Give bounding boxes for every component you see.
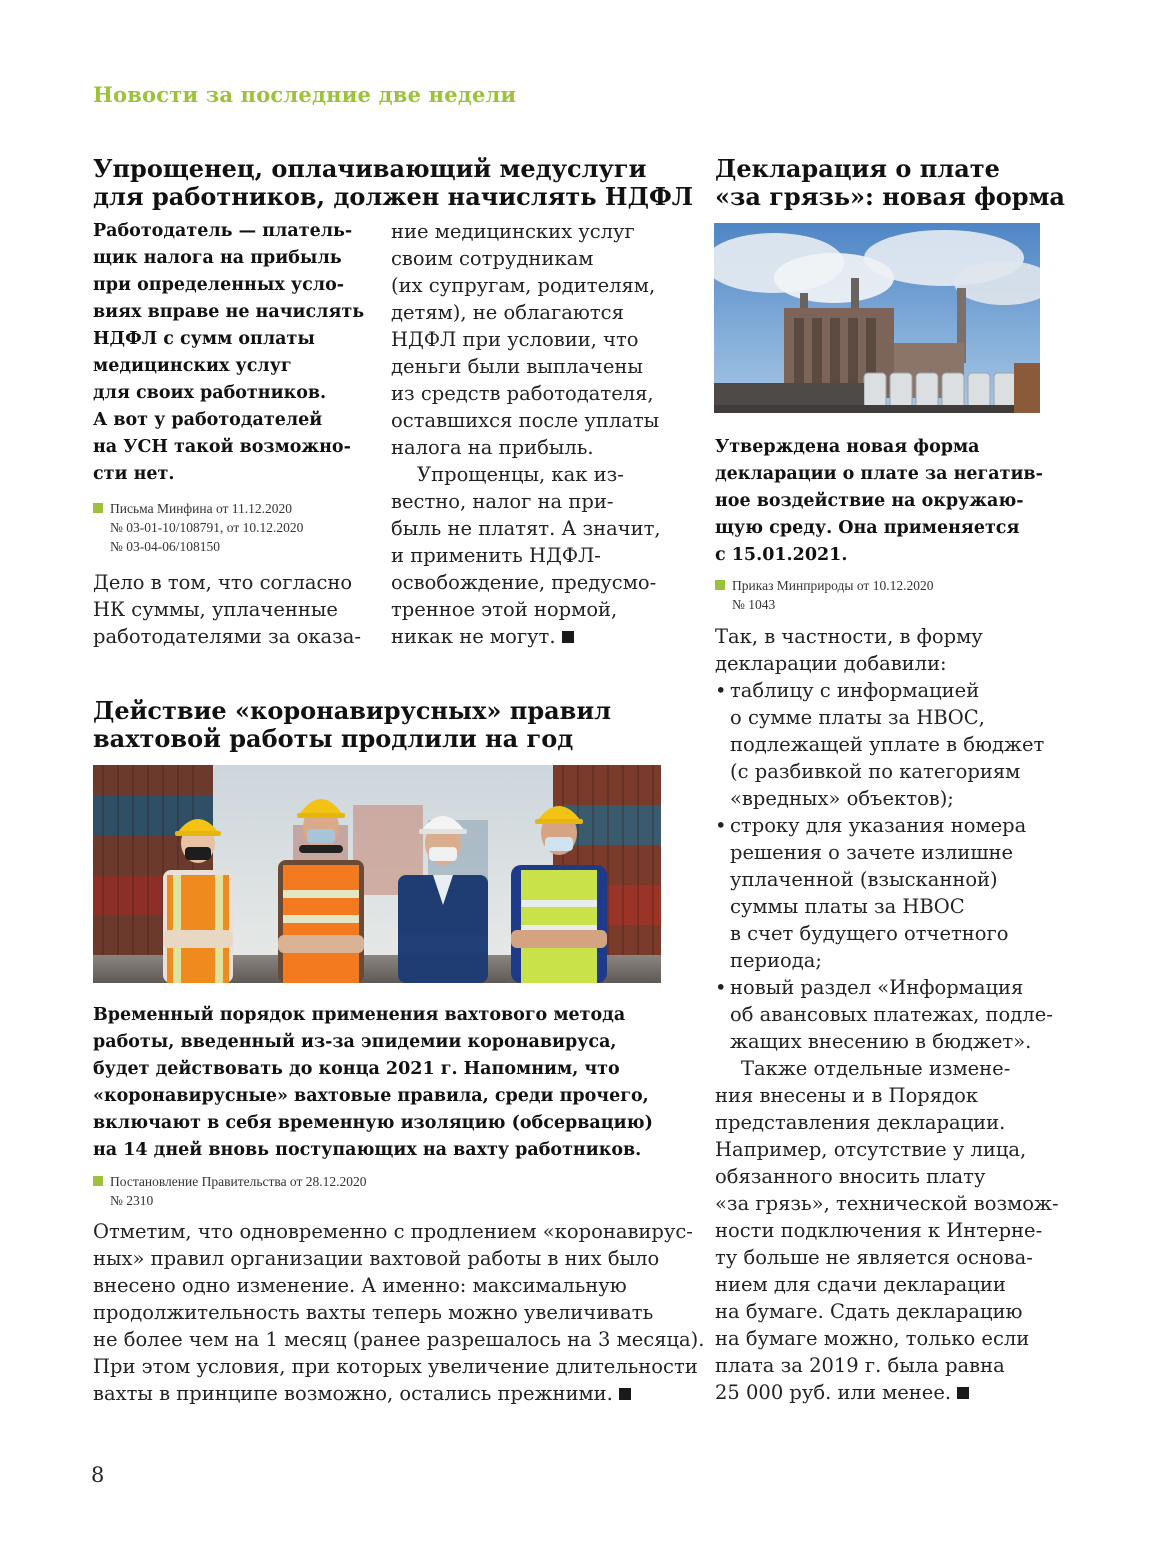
article1-title xyxy=(93,154,693,211)
reference-line: Письма Минфина от 11.12.2020 xyxy=(110,501,293,516)
lead-line: щую среду. Она применяется xyxy=(715,518,1020,538)
article2-reference xyxy=(93,1172,493,1212)
body-line: ту больше не является основа- xyxy=(715,1246,1033,1269)
bullet-line: о сумме платы за НВОС, xyxy=(730,706,985,729)
lead-line: работы, введенный из-за эпидемии коронавируса, xyxy=(93,1032,617,1052)
bullet-line: «вредных» объектов); xyxy=(730,787,954,810)
bullet-item xyxy=(715,677,1059,812)
body-line: 25 000 руб. или менее. xyxy=(715,1381,952,1404)
article1-title-line: Упрощенец, оплачивающий медуслуги xyxy=(93,154,647,183)
bullet-item xyxy=(715,974,1059,1055)
bullet-icon: • xyxy=(715,679,727,702)
bullet-line: строку для указания номера xyxy=(730,814,1027,837)
body-line-last xyxy=(93,1380,704,1407)
bullet-line: новый раздел «Информация xyxy=(730,976,1024,999)
end-mark-icon xyxy=(562,631,574,643)
bullet-line: (с разбивкой по категориям xyxy=(730,760,1021,783)
lead-line: «коронавирусные» вахтовые правила, среди прочего, xyxy=(93,1086,649,1106)
bullet-line: жащих внесению в бюджет». xyxy=(730,1030,1032,1053)
body-line: Например, отсутствие у лица, xyxy=(715,1138,1027,1161)
body-line: деньги были выплачены xyxy=(391,355,643,378)
lead-line: с 15.01.2021. xyxy=(715,545,848,565)
reference-line: № 03-04-06/108150 xyxy=(110,539,220,554)
body-line: работодателями за оказа- xyxy=(93,625,361,648)
lead-line: включают в себя временную изоляцию (обсервацию) xyxy=(93,1113,653,1133)
body-line: плата за 2019 г. была равна xyxy=(715,1354,1005,1377)
reference-line: № 03-01-10/108791, от 10.12.2020 xyxy=(110,520,304,535)
article2-title-line: Действие «коронавирусных» правил xyxy=(93,696,612,725)
body-line: ных» правил организации вахтовой работы в них было xyxy=(93,1247,660,1270)
reference-line: № 2310 xyxy=(110,1193,154,1208)
body-line: Отметим, что одновременно с продлением «коронавирус- xyxy=(93,1220,693,1243)
article1-reference xyxy=(93,499,393,559)
bullet-line: подлежащей уплате в бюджет xyxy=(730,733,1045,756)
body-line: своим сотрудникам xyxy=(391,247,594,270)
lead-line: ное воздействие на окружаю- xyxy=(715,491,1024,511)
body-line: обязанного вносить плату xyxy=(715,1165,986,1188)
body-line: на бумаге. Сдать декларацию xyxy=(715,1300,1023,1323)
body-line: налога на прибыль. xyxy=(391,436,594,459)
lead-line: для своих работников. xyxy=(93,383,327,403)
article2-body xyxy=(93,1218,704,1407)
lead-line: медицинских услуг xyxy=(93,356,292,376)
reference-line: Приказ Минприроды от 10.12.2020 xyxy=(732,578,934,593)
bullet-line: суммы платы за НВОС xyxy=(730,895,965,918)
body-line: Дело в том, что согласно xyxy=(93,571,353,594)
lead-line: Временный порядок применения вахтового метода xyxy=(93,1005,626,1025)
article2-lead xyxy=(93,1002,653,1164)
reference-marker-icon xyxy=(715,580,725,590)
body-line: тренное этой нормой, xyxy=(391,598,618,621)
lead-line: на 14 дней вновь поступающих на вахту работников. xyxy=(93,1140,642,1160)
lead-line: Работодатель — платель- xyxy=(93,221,353,241)
bullet-line: таблицу с информацией xyxy=(730,679,980,702)
body-line: из средств работодателя, xyxy=(391,382,654,405)
body-line: на бумаге можно, только если xyxy=(715,1327,1030,1350)
bullet-line: решения о зачете излишне xyxy=(730,841,1014,864)
lead-line: будет действовать до конца 2021 г. Напомним, что xyxy=(93,1059,620,1079)
body-line: ности подключения к Интерне- xyxy=(715,1219,1043,1242)
body-line: нием для сдачи декларации xyxy=(715,1273,1006,1296)
reference-line: Постановление Правительства от 28.12.2020 xyxy=(110,1174,367,1189)
article3-title-line: Декларация о плате xyxy=(715,154,1000,183)
lead-line: виях вправе не начислять xyxy=(93,302,365,322)
body-line: детям), не облагаются xyxy=(391,301,624,324)
workers-illustration xyxy=(93,765,661,983)
bullet-icon: • xyxy=(715,814,727,837)
bullet-line: в счет будущего отчетного xyxy=(730,922,1009,945)
body-line: НК суммы, уплаченные xyxy=(93,598,338,621)
lead-line: на УСН такой возможно- xyxy=(93,437,351,457)
body-line: декларации добавили: xyxy=(715,652,947,675)
article1-lead xyxy=(93,218,364,488)
body-line: не более чем на 1 месяц (ранее разрешалось на 3 месяца). xyxy=(93,1328,705,1351)
page-number: 8 xyxy=(91,1463,105,1487)
article3-title xyxy=(715,154,1065,211)
lead-line: сти нет. xyxy=(93,464,175,484)
article2-title xyxy=(93,697,673,753)
lead-line: А вот у работодателей xyxy=(93,410,323,430)
body-line: НДФЛ при условии, что xyxy=(391,328,639,351)
section-label: Новости за последние две недели xyxy=(93,82,517,107)
lead-line: при определенных усло- xyxy=(93,275,345,295)
end-mark-icon xyxy=(619,1388,631,1400)
body-line: быль не платят. А значит, xyxy=(391,517,661,540)
body-line: продолжительность вахты теперь можно увеличивать xyxy=(93,1301,654,1324)
lead-line: Утверждена новая форма xyxy=(715,437,980,457)
bullet-item xyxy=(715,812,1059,974)
body-line: (их супругам, родителям, xyxy=(391,274,656,297)
bullet-line: уплаченной (взысканной) xyxy=(730,868,998,891)
bullet-line: периода; xyxy=(730,949,822,972)
factory-illustration xyxy=(714,223,1040,413)
body-line: Упрощенцы, как из- xyxy=(417,463,624,486)
article3-reference xyxy=(715,576,1045,616)
bullet-icon: • xyxy=(715,976,727,999)
article2-title-line: вахтовой работы продлили на год xyxy=(93,724,574,753)
body-line-last xyxy=(391,623,661,650)
body-line: Так, в частности, в форму xyxy=(715,625,983,648)
body-line: оставшихся после уплаты xyxy=(391,409,660,432)
body-line: При этом условия, при которых увеличение длительности xyxy=(93,1355,698,1378)
reference-marker-icon xyxy=(93,1176,103,1186)
body-line: ния внесены и в Порядок xyxy=(715,1084,979,1107)
reference-line: № 1043 xyxy=(732,597,776,612)
body-line: ние медицинских услуг xyxy=(391,220,635,243)
reference-marker-icon xyxy=(93,503,103,513)
article3-lead xyxy=(715,434,1043,569)
article1-title-line: для работников, должен начислять НДФЛ xyxy=(93,182,693,211)
article1-body-left xyxy=(93,569,361,650)
lead-line: щик налога на прибыль xyxy=(93,248,342,268)
body-line: представления декларации. xyxy=(715,1111,1006,1134)
body-line: Также отдельные измене- xyxy=(741,1057,1011,1080)
body-line-last xyxy=(715,1379,1059,1406)
end-mark-icon xyxy=(957,1387,969,1399)
body-line: освобождение, предусмо- xyxy=(391,571,657,594)
lead-line: НДФЛ с сумм оплаты xyxy=(93,329,315,349)
body-line: никак не могут. xyxy=(391,625,556,648)
body-line: вестно, налог на при- xyxy=(391,490,614,513)
bullet-line: об авансовых платежах, подле- xyxy=(730,1003,1053,1026)
body-line: вахты в принципе возможно, остались прежними. xyxy=(93,1382,613,1405)
article1-body-right xyxy=(391,218,661,650)
article3-body xyxy=(715,623,1059,1406)
body-line: и применить НДФЛ- xyxy=(391,544,601,567)
factory-photo xyxy=(714,223,1040,413)
body-line: «за грязь», технической возмож- xyxy=(715,1192,1059,1215)
workers-photo xyxy=(93,765,661,983)
article3-title-line: «за грязь»: новая форма xyxy=(715,182,1065,211)
body-line: внесено одно изменение. А именно: максимальную xyxy=(93,1274,627,1297)
lead-line: декларации о плате за негатив- xyxy=(715,464,1043,484)
